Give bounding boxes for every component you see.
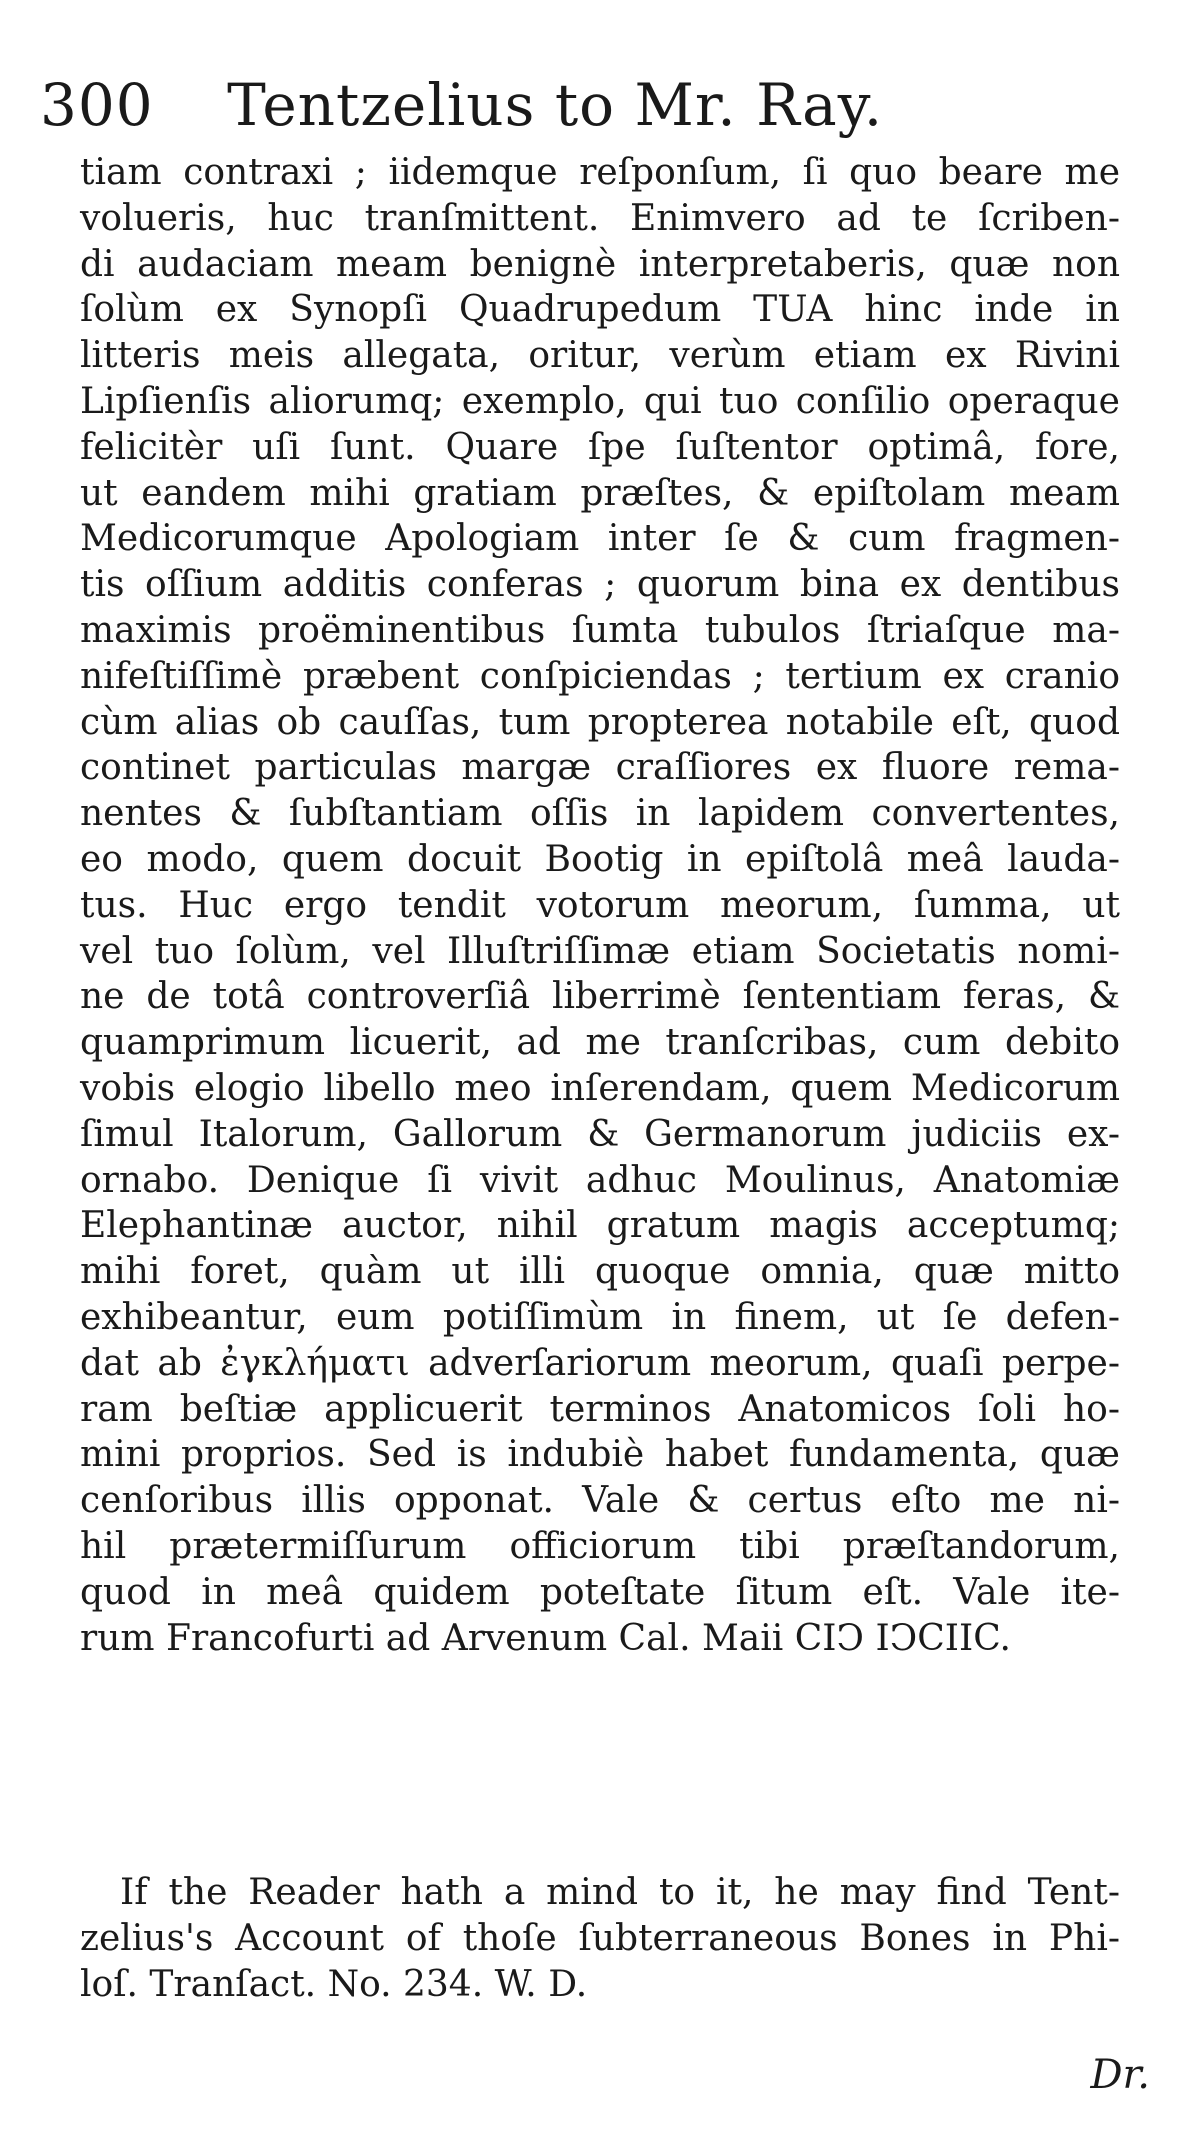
text-line: litteris meis allegata, oritur, verùm etiam ex Rivini: [80, 335, 1120, 377]
text-line: cùm alias ob cauſſas, tum propterea notabile eſt, quod: [80, 701, 1120, 743]
text-line: rum Francofurti ad Arvenum Cal. Maii CIϽ IϽCIIC.: [80, 1617, 1011, 1659]
text-line: hil prætermiſſurum officiorum tibi præſtandorum,: [80, 1525, 1120, 1567]
text-line: tus. Huc ergo tendit votorum meorum, ſumma, ut: [80, 884, 1120, 926]
editor-note: [80, 1870, 1120, 2007]
letter-text: [80, 150, 1120, 1661]
note-line: If the Reader hath a mind to it, he may find Tent-: [120, 1872, 1120, 1913]
text-line: ornabo. Denique ſi vivit adhuc Moulinus, Anatomiæ: [80, 1159, 1120, 1201]
page-number: 300: [40, 71, 154, 139]
page-header: [40, 70, 883, 140]
text-line: tiam contraxi ; iidemque reſponſum, ſi quo beare me: [80, 152, 1120, 193]
text-line: mihi foret, quàm ut illi quoque omnia, quæ mitto: [80, 1251, 1120, 1293]
text-line: ne de totâ controverſiâ liberrimè ſententiam feras, &: [80, 976, 1120, 1018]
catchword: Dr.: [1090, 2052, 1150, 2098]
text-line: continet particulas margæ craſſiores ex fluore rema-: [80, 747, 1120, 789]
text-line: quod in meâ quidem poteſtate ſitum eſt. Vale ite-: [80, 1571, 1120, 1613]
note-line: zelius's Account of thoſe ſubterraneous Bones in Phi-: [80, 1917, 1120, 1959]
text-line: vobis elogio libello meo inſerendam, quem Medicorum: [80, 1067, 1120, 1109]
text-line: tis oſſium additis conferas ; quorum bina ex dentibus: [80, 564, 1120, 606]
text-line: mini proprios. Sed is indubiè habet fundamenta, quæ: [80, 1434, 1120, 1476]
text-line: eo modo, quem docuit Bootig in epiſtolâ meâ lauda-: [80, 838, 1120, 880]
text-line: Lipſienſis aliorumq; exemplo, qui tuo conſilio operaque: [80, 380, 1120, 422]
text-line: maximis proëminentibus ſumta tubulos ſtriaſque ma-: [80, 609, 1120, 651]
text-line: cenſoribus illis opponat. Vale & certus eſto me ni-: [80, 1480, 1120, 1522]
text-line: Elephantinæ auctor, nihil gratum magis acceptumq;: [80, 1205, 1120, 1247]
text-line: ut eandem mihi gratiam præſtes, & epiſtolam meam: [80, 472, 1120, 514]
note-line: loſ. Tranſact. No. 234. W. D.: [80, 1963, 588, 2005]
text-line: felicitèr uſi ſunt. Quare ſpe ſuſtentor optimâ, fore,: [80, 426, 1120, 468]
text-line: Medicorumque Apologiam inter ſe & cum fragmen-: [80, 518, 1120, 560]
text-line: ram beſtiæ applicuerit terminos Anatomicos ſoli ho-: [80, 1388, 1120, 1430]
text-line: di audaciam meam benignè interpretaberis, quæ non: [80, 243, 1120, 285]
text-line: quamprimum licuerit, ad me tranſcribas, cum debito: [80, 1022, 1120, 1064]
text-line: volueris, huc tranſmittent. Enimvero ad te ſcriben-: [80, 197, 1120, 239]
text-line: nentes & ſubſtantiam oſſis in lapidem convertentes,: [80, 793, 1120, 835]
text-line: dat ab ἐγκλήματι adverſariorum meorum, quaſi perpe-: [80, 1342, 1120, 1384]
text-line: ſolùm ex Synopſi Quadrupedum TUA hinc inde in: [80, 289, 1120, 331]
text-line: ſimul Italorum, Gallorum & Germanorum judiciis ex-: [80, 1113, 1120, 1155]
text-line: vel tuo ſolùm, vel Illuſtriſſimæ etiam Societatis nomi-: [80, 930, 1120, 972]
text-line: exhibeantur, eum potiſſimùm in finem, ut ſe defen-: [80, 1296, 1120, 1338]
running-head: Tentzelius to Mr. Ray.: [227, 71, 884, 139]
text-line: nifeſtiſſimè præbent conſpiciendas ; tertium ex cranio: [80, 655, 1120, 697]
